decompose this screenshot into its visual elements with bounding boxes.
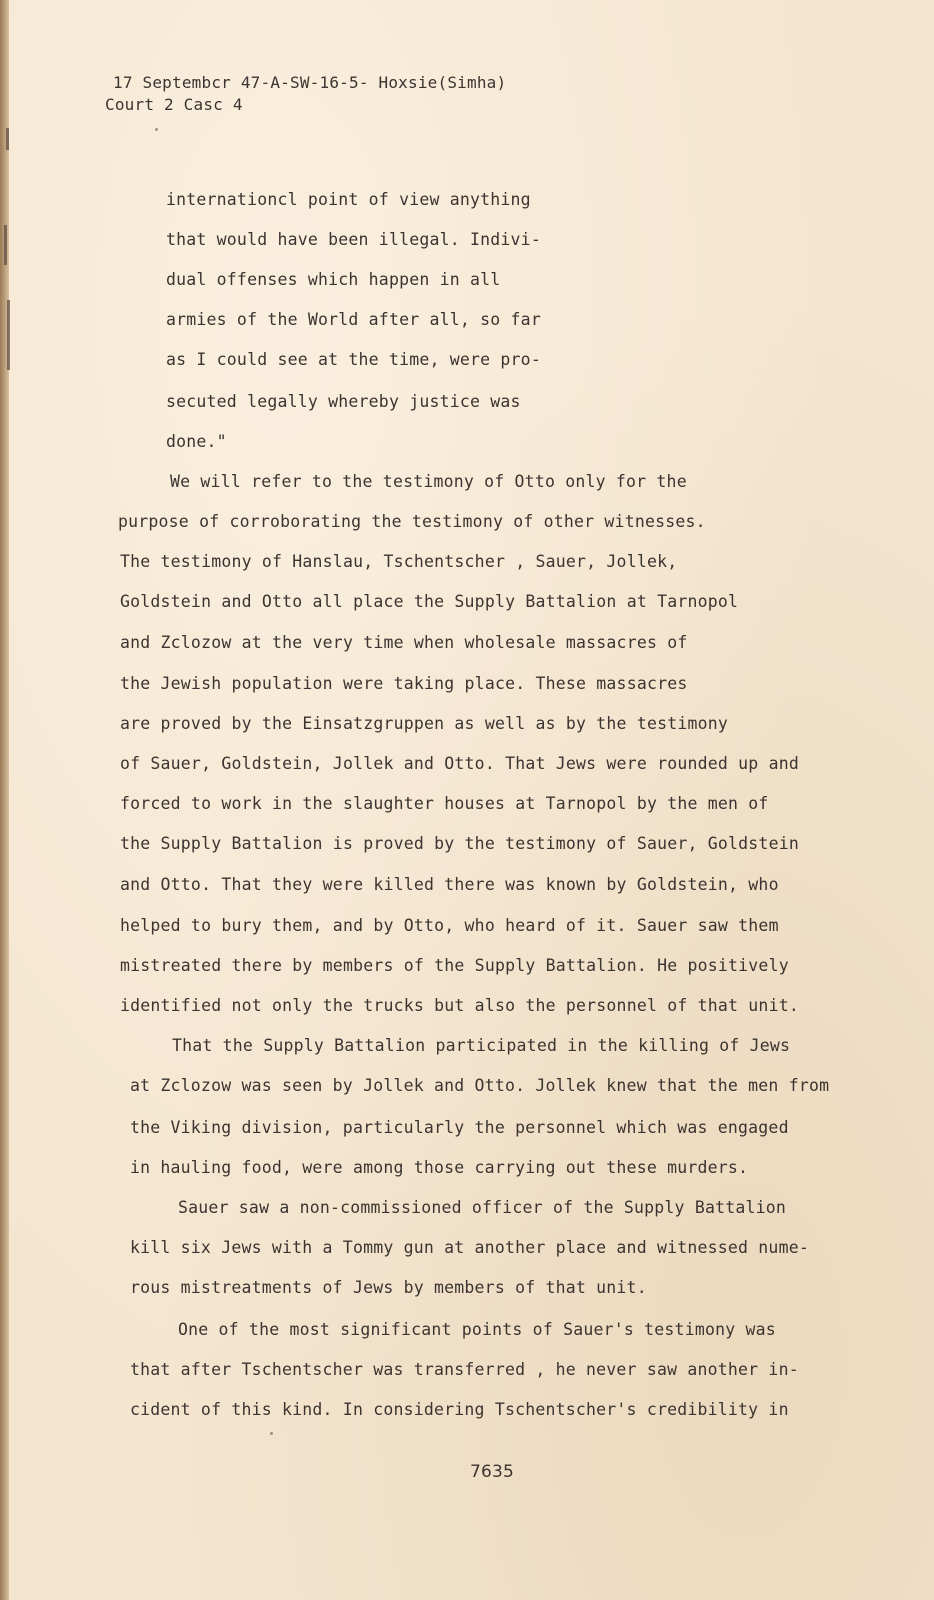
body-line: dual offenses which happen in all [166,270,501,289]
body-line: that would have been illegal. Indivi- [166,230,541,249]
body-line: One of the most significant points of Sauer's testimony was [178,1320,776,1339]
body-line: internationcl point of view anything [166,190,531,209]
body-line: kill six Jews with a Tommy gun at another place and witnessed nume- [130,1238,809,1257]
paper-speck [155,128,158,131]
body-line: armies of the World after all, so far [166,310,541,329]
body-line: helped to bury them, and by Otto, who heard of it. Sauer saw them [120,916,779,935]
header-line-1: 17 Septembcr 47-A-SW-16-5- Hoxsie(Simha) [113,73,507,92]
body-line: of Sauer, Goldstein, Jollek and Otto. That Jews were rounded up and [120,754,799,773]
body-line: are proved by the Einsatzgruppen as well as by the testimony [120,714,729,733]
body-line: done." [166,432,227,451]
body-line: in hauling food, were among those carrying out these murders. [130,1158,749,1177]
margin-mark [4,225,7,265]
margin-mark [6,128,9,150]
body-line: that after Tschentscher was transferred , he never saw another in- [130,1360,799,1379]
body-line: The testimony of Hanslau, Tschentscher , Sauer, Jollek, [120,552,678,571]
body-line: secuted legally whereby justice was [166,392,521,411]
body-line: Goldstein and Otto all place the Supply Battalion at Tarnopol [120,592,739,611]
page-number: 7635 [470,1462,515,1482]
body-line: Sauer saw a non-commissioned officer of the Supply Battalion [178,1198,787,1217]
body-line: forced to work in the slaughter houses at Tarnopol by the men of [120,794,769,813]
body-line: and Zclozow at the very time when wholesale massacres of [120,633,688,652]
body-line: the Viking division, particularly the personnel which was engaged [130,1118,789,1137]
margin-mark [7,300,10,370]
body-line: the Jewish population were taking place. These massacres [120,674,688,693]
body-line: and Otto. That they were killed there was known by Goldstein, who [120,875,779,894]
body-line: as I could see at the time, were pro- [166,350,541,369]
paper-speck [270,1432,273,1435]
body-line: cident of this kind. In considering Tschentscher's credibility in [130,1400,789,1419]
body-line: We will refer to the testimony of Otto only for the [170,472,687,491]
body-line: at Zclozow was seen by Jollek and Otto. Jollek knew that the men from [130,1076,830,1095]
body-line: rous mistreatments of Jews by members of that unit. [130,1278,647,1297]
header-line-2: Court 2 Casc 4 [105,95,243,114]
body-line: mistreated there by members of the Supply Battalion. He positively [120,956,789,975]
body-line: purpose of corroborating the testimony of other witnesses. [118,512,706,531]
body-line: the Supply Battalion is proved by the testimony of Sauer, Goldstein [120,834,799,853]
body-line: identified not only the trucks but also the personnel of that unit. [120,996,799,1015]
body-line: That the Supply Battalion participated in the killing of Jews [172,1036,791,1055]
